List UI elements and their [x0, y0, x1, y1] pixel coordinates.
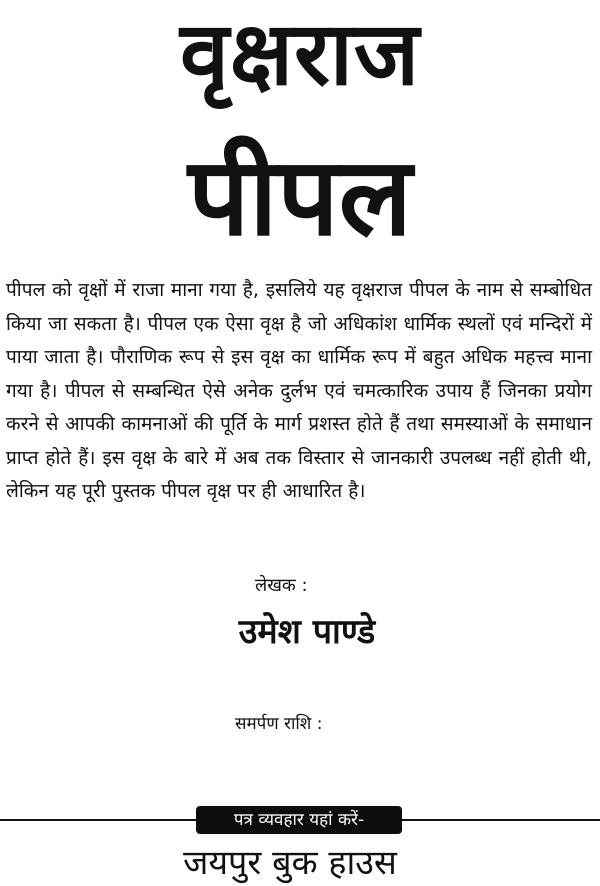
dedication-label: समर्पण राशि : [235, 714, 323, 734]
book-subtitle: पीपल [188, 135, 412, 260]
divider-left [0, 819, 200, 821]
contact-banner [196, 806, 402, 834]
book-title: वृक्षराज [179, 2, 421, 105]
author-name: उमेश पाण्डे [238, 612, 376, 652]
author-label: लेखक : [255, 575, 308, 596]
book-description: पीपल को वृक्षों में राजा माना गया है, इसलिये यह वृक्षराज पीपल के नाम से सम्बोधित किया जा सकता है। पीपल एक ऐसा वृक्ष है जो अधिकांश धार्मिक स्थलों एवं मन्दिरों में पाया जाता है। पौराणिक रूप से इस वृक्ष का धार्मिक रूप में बहुत अधिक महत्त्व माना गया है। पीपल से सम्बन्धित ऐसे अनेक दुर्लभ एवं चमत्कारिक उपाय हैं जिनका प्रयोग करने से आपकी कामनाओं की पूर्ति के मार्ग प्रशस्त होते हैं तथा समस्याओं के समाधान प्राप्त होते हैं। इस वृक्ष के बारे में अब तक विस्तार से जानकारी उपलब्ध नहीं होती थी, लेकिन यह पूरी पुस्तक पीपल वृक्ष पर ही आधारित है। [6, 279, 592, 502]
publisher-name: जयपुर बुक हाउस [183, 843, 397, 883]
divider-right [398, 819, 600, 821]
contact-label: पत्र व्यवहार यहां करें- [233, 810, 365, 830]
